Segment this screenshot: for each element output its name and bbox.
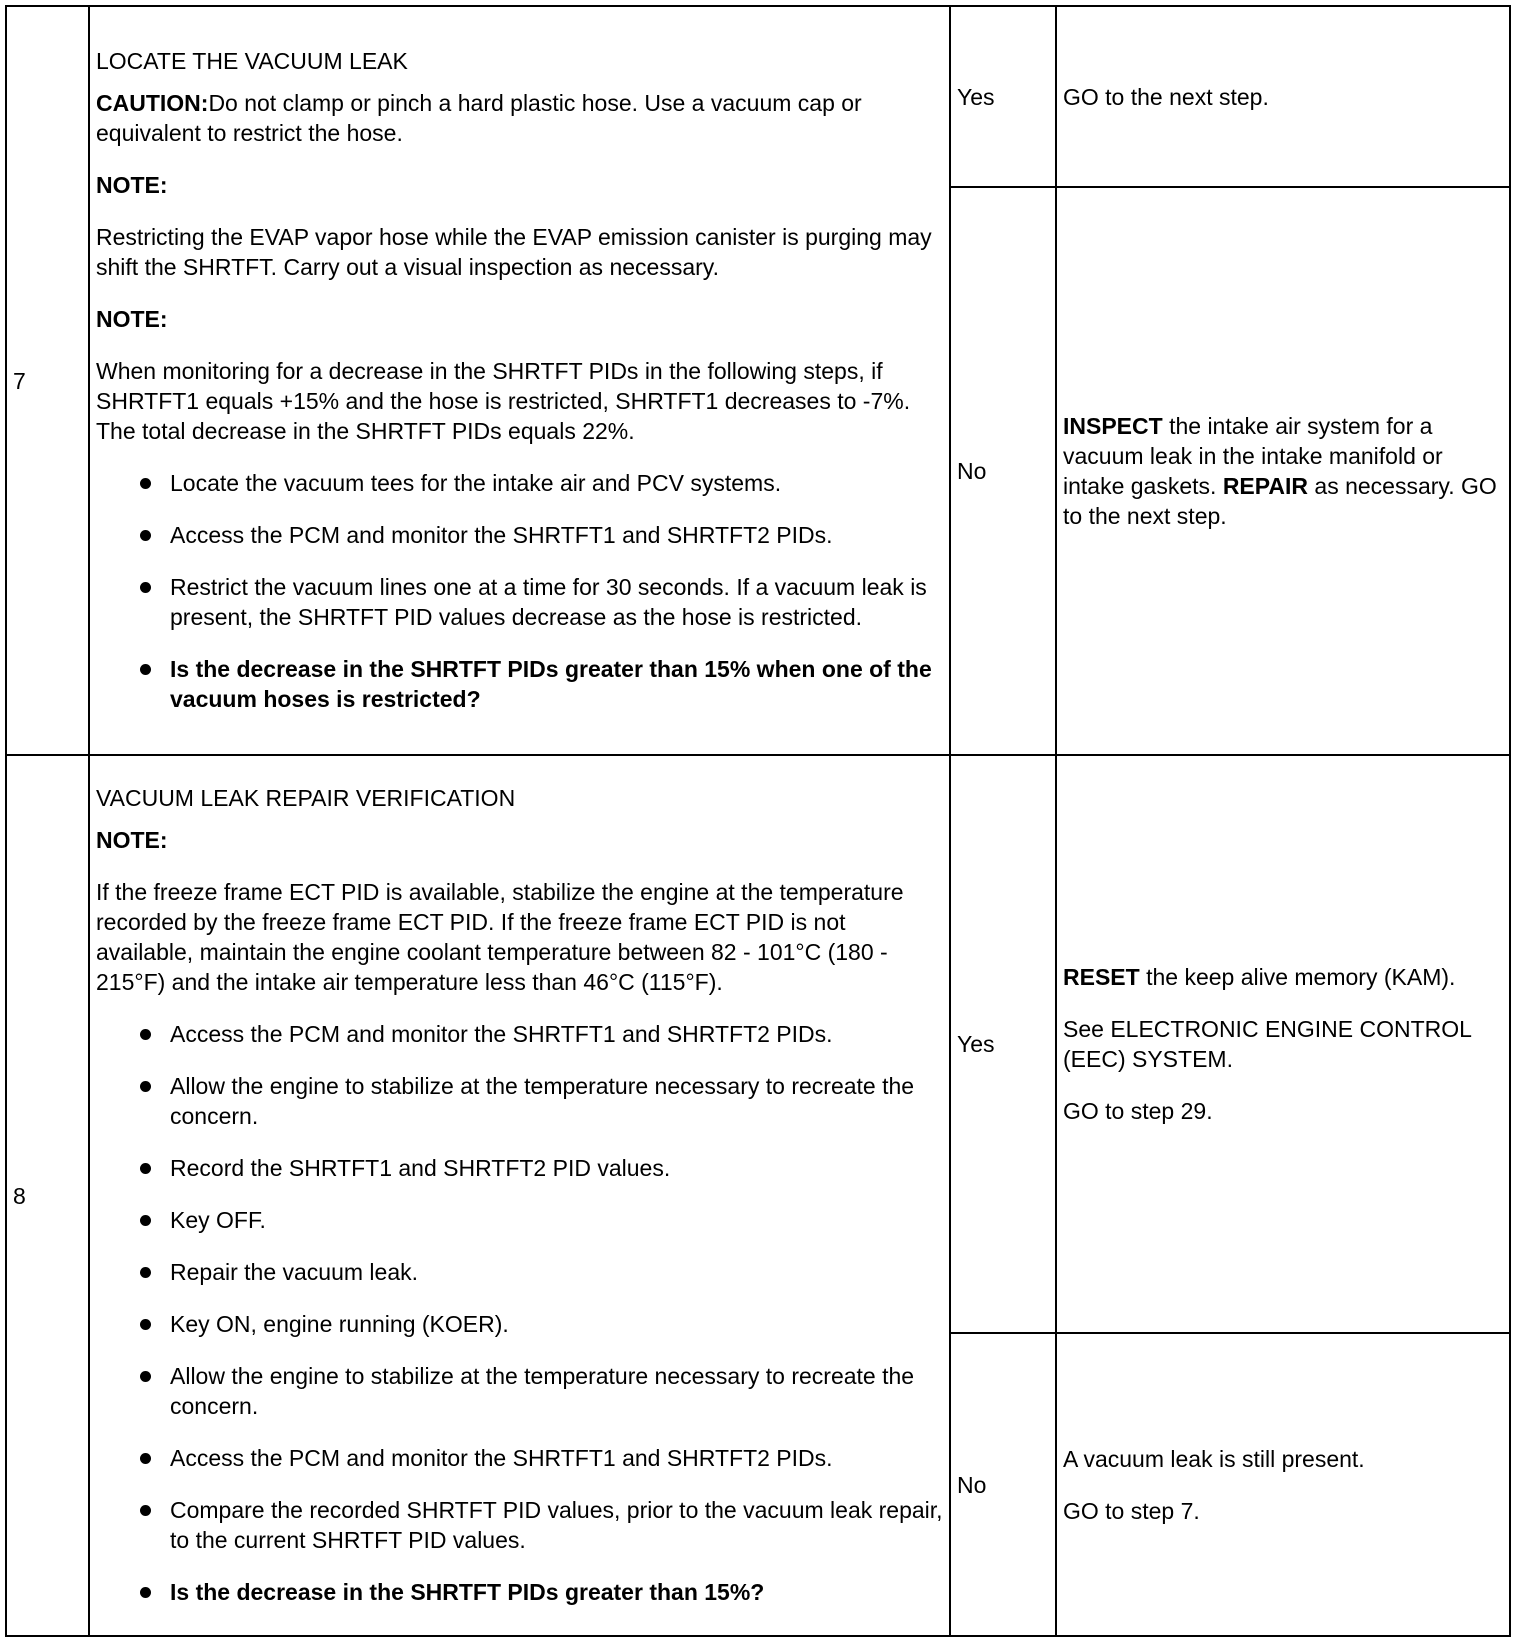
diagnostic-steps-table bbox=[5, 5, 1511, 1637]
note-text: Restricting the EVAP vapor hose while the EVAP emission canister is purging may shift the SHRTFT. Carry out a visual inspection as necessary. bbox=[96, 223, 932, 280]
list-item: Key OFF. bbox=[136, 1205, 943, 1235]
result-paragraph: GO to step 29. bbox=[1063, 1098, 1213, 1124]
list-item: Restrict the vacuum lines one at a time for 30 seconds. If a vacuum leak is present, the SHRTFT PID values decrease as the hose is restricted. bbox=[136, 572, 943, 632]
result-emphasis: INSPECT bbox=[1063, 413, 1163, 439]
result-yes: GO to the next step. bbox=[1056, 6, 1510, 187]
list-item: Record the SHRTFT1 and SHRTFT2 PID values. bbox=[136, 1153, 943, 1183]
question-item: Is the decrease in the SHRTFT PIDs greater than 15%? bbox=[136, 1577, 943, 1607]
list-item: Key ON, engine running (KOER). bbox=[136, 1309, 943, 1339]
caution bbox=[96, 88, 943, 148]
answer-yes: Yes bbox=[950, 755, 1056, 1333]
answer-yes: Yes bbox=[950, 6, 1056, 187]
bullet-list bbox=[96, 1019, 943, 1607]
answer-no: No bbox=[950, 187, 1056, 755]
result-no bbox=[1056, 187, 1510, 755]
note-label: NOTE: bbox=[96, 171, 168, 198]
list-item: Allow the engine to stabilize at the temperature necessary to recreate the concern. bbox=[136, 1071, 943, 1131]
list-item: Locate the vacuum tees for the intake air and PCV systems. bbox=[136, 468, 943, 498]
note-text: If the freeze frame ECT PID is available, stabilize the engine at the temperature recorded by the freeze frame ECT PID. If the freeze frame ECT PID is not available, maintain the engine coolant temperature between 82 - 101°C (180 - 215°F) and the intake air temperature less than 46°C (115°F). bbox=[96, 878, 904, 995]
list-item: Access the PCM and monitor the SHRTFT1 and SHRTFT2 PIDs. bbox=[136, 520, 943, 550]
question-item: Is the decrease in the SHRTFT PIDs greater than 15% when one of the vacuum hoses is restricted? bbox=[136, 654, 943, 714]
list-item: Access the PCM and monitor the SHRTFT1 and SHRTFT2 PIDs. bbox=[136, 1019, 943, 1049]
result-paragraph bbox=[1063, 962, 1503, 992]
step-action bbox=[89, 755, 950, 1636]
result-yes bbox=[1056, 755, 1510, 1333]
step-8-row-yes bbox=[6, 755, 1510, 1333]
list-item: Access the PCM and monitor the SHRTFT1 and SHRTFT2 PIDs. bbox=[136, 1443, 943, 1473]
step-number: 8 bbox=[6, 755, 89, 1636]
list-item: Compare the recorded SHRTFT PID values, prior to the vacuum leak repair, to the current SHRTFT PID values. bbox=[136, 1495, 943, 1555]
step-title: LOCATE THE VACUUM LEAK bbox=[96, 47, 408, 74]
step-title: VACUUM LEAK REPAIR VERIFICATION bbox=[96, 784, 516, 811]
caution-label: CAUTION: bbox=[96, 89, 209, 116]
step-7-row-yes bbox=[6, 6, 1510, 187]
note-label: NOTE: bbox=[96, 826, 168, 853]
list-item: Repair the vacuum leak. bbox=[136, 1257, 943, 1287]
result-text: as necessary. GO to the next step. bbox=[1063, 473, 1497, 529]
result-paragraph: See ELECTRONIC ENGINE CONTROL (EEC) SYSTEM. bbox=[1063, 1016, 1472, 1072]
step-number: 7 bbox=[6, 6, 89, 755]
result-text: the keep alive memory (KAM). bbox=[1139, 964, 1456, 990]
note-text: When monitoring for a decrease in the SHRTFT PIDs in the following steps, if SHRTFT1 equals +15% and the hose is restricted, SHRTFT1 decreases to -7%. The total decrease in the SHRTFT PIDs equals 22%. bbox=[96, 357, 911, 444]
result-paragraph: A vacuum leak is still present. bbox=[1063, 1445, 1365, 1472]
caution-text: Do not clamp or pinch a hard plastic hose. Use a vacuum cap or equivalent to restrict the hose. bbox=[96, 89, 862, 146]
result-no bbox=[1056, 1333, 1510, 1636]
result-paragraph: GO to step 7. bbox=[1063, 1497, 1200, 1524]
list-item: Allow the engine to stabilize at the temperature necessary to recreate the concern. bbox=[136, 1361, 943, 1421]
step-action bbox=[89, 6, 950, 755]
answer-no: No bbox=[950, 1333, 1056, 1636]
result-emphasis: RESET bbox=[1063, 964, 1140, 990]
bullet-list bbox=[96, 468, 943, 714]
result-text: the intake air system for a vacuum leak in the intake manifold or intake gaskets. bbox=[1063, 413, 1443, 499]
result-emphasis: REPAIR bbox=[1222, 473, 1309, 499]
note-label: NOTE: bbox=[96, 305, 168, 332]
